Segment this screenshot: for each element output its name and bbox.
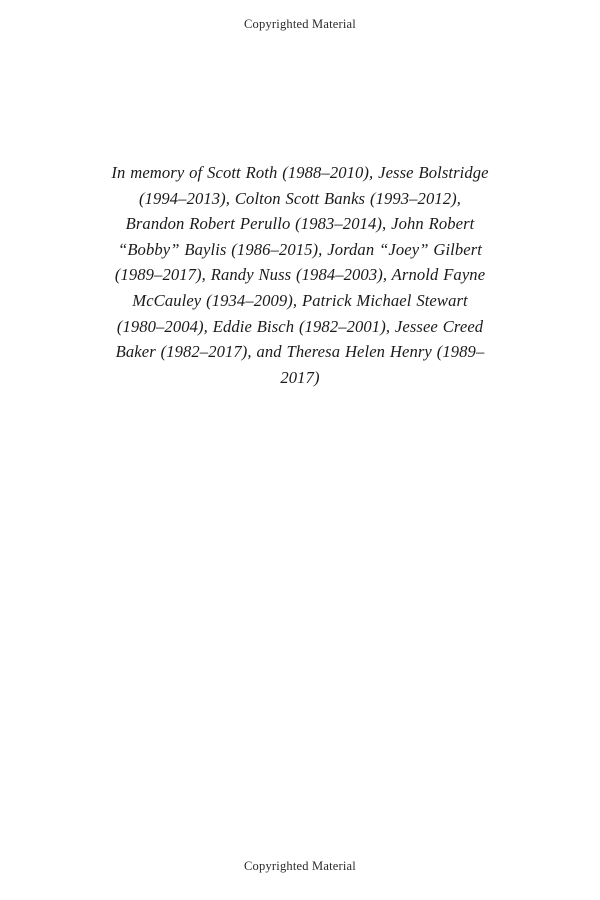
dedication-text: In memory of Scott Roth (1988–2010), Jesse Bolstridge (1994–2013), Colton Scott Banks (1993–2012), Brandon Robert Perullo (1983–2014), John Robert “Bobby” Baylis (1986–2015), Jordan “Joey” Gilbert (1989–2017), Randy Nuss (1984–2003), Arnold Fayne McCauley (1934–2009), Patrick Michael Stewart (1980–2004), Eddie Bisch (1982–2001), Jessee Creed Baker (1982–2017), and Theresa Helen Henry (1989–2017) [111,163,489,387]
copyright-watermark-top: Copyrighted Material [244,17,356,31]
copyright-watermark-bottom: Copyrighted Material [244,859,356,873]
